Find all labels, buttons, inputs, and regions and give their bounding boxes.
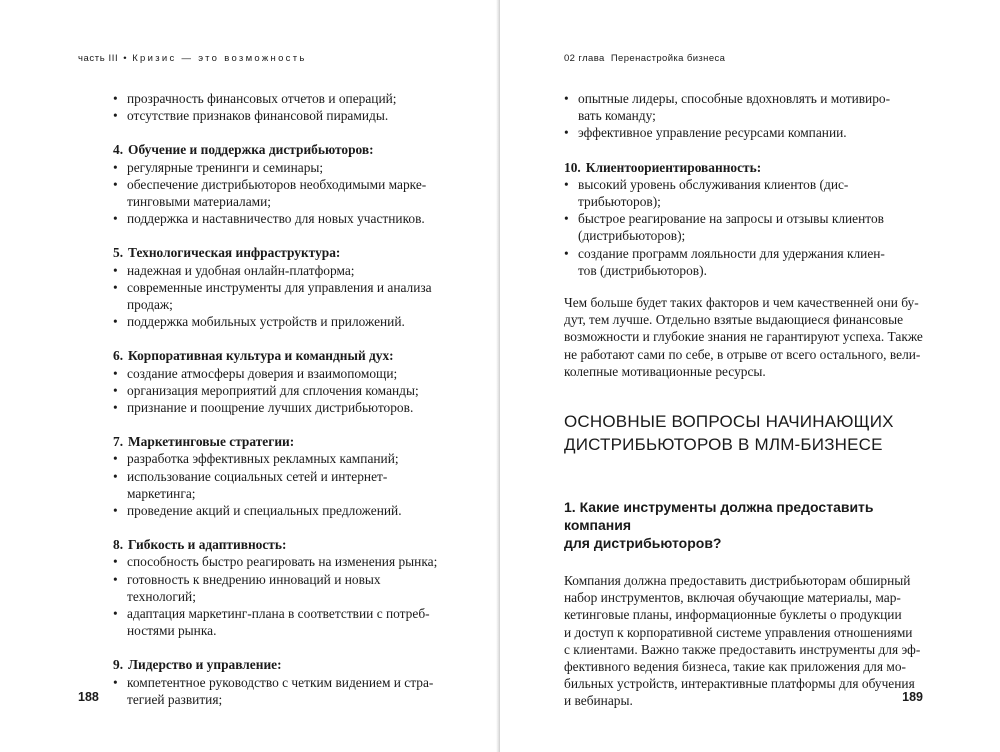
bullet-text: регулярные тренинги и семинары; bbox=[127, 159, 324, 175]
bullet-text: опытные лидеры, способные вдохновлять и мотивиро- вать команду; bbox=[578, 91, 891, 124]
bullet-dot: • bbox=[113, 451, 118, 467]
bullet-dot: • bbox=[564, 245, 569, 261]
bullet-dot: • bbox=[113, 108, 118, 124]
bullet-dot: • bbox=[564, 176, 569, 192]
bullet-dot: • bbox=[113, 314, 118, 330]
sections-list bbox=[113, 141, 443, 708]
bullet-item bbox=[564, 176, 926, 210]
bullet-text: отсутствие признаков финансовой пирамиды. bbox=[127, 108, 389, 124]
numbered-section bbox=[113, 536, 443, 639]
bullet-dot: • bbox=[564, 125, 569, 141]
section-title bbox=[564, 159, 926, 176]
bullet-text: использование социальных сетей и интернет- маркетинга; bbox=[127, 468, 388, 501]
section-title bbox=[113, 536, 443, 553]
numbered-section bbox=[113, 656, 443, 708]
page-number-right: 189 bbox=[902, 690, 923, 704]
section-title-text: Корпоративная культура и командный дух: bbox=[128, 348, 394, 364]
bullet-dot: • bbox=[113, 674, 118, 690]
section-title bbox=[113, 433, 443, 450]
section-title bbox=[113, 244, 443, 261]
top-list bbox=[113, 90, 443, 124]
section-number: 7. bbox=[113, 434, 124, 450]
bullet-text: способность быстро реагировать на изменения рынка; bbox=[127, 554, 438, 570]
bullet-text: прозрачность финансовых отчетов и операций; bbox=[127, 91, 397, 106]
bullet-item bbox=[113, 553, 443, 570]
bullet-item bbox=[113, 279, 443, 313]
bullet-text: создание программ лояльности для удержания клиен- тов (дистрибьюторов). bbox=[578, 245, 885, 278]
header-part: часть III bbox=[78, 53, 119, 64]
header-bullet: • bbox=[123, 53, 128, 64]
bullet-text: поддержка и наставничество для новых участников. bbox=[127, 211, 425, 227]
bullet-item bbox=[113, 210, 443, 227]
bullet-text: создание атмосферы доверия и взаимопомощи; bbox=[127, 365, 398, 381]
section-title bbox=[113, 141, 443, 158]
bullet-dot: • bbox=[113, 606, 118, 622]
bullet-item bbox=[113, 399, 443, 416]
numbered-section bbox=[113, 141, 443, 227]
answer-paragraph: Компания должна предоставить дистрибьюторам обширный набор инструментов, включая обучающие материалы, мар- кетинговые планы, информационные буклеты о продукции и доступ к корпоративной системе управления отношениями с клиентами. Важно также предоставить инструменты для эф- фективного ведения бизнеса, такие как приложения для мо- бильных устройств, интерактивные платформы для обучения и вебинары. bbox=[564, 573, 921, 709]
numbered-section bbox=[113, 244, 443, 330]
bullet-dot: • bbox=[113, 159, 118, 175]
header-chapter: 02 глава bbox=[564, 53, 605, 64]
bullet-item bbox=[564, 210, 926, 244]
bullet-dot: • bbox=[564, 91, 569, 106]
bullet-dot: • bbox=[113, 400, 118, 416]
bullet-text: обеспечение дистрибьюторов необходимыми марке- тинговыми материалами; bbox=[127, 176, 427, 210]
bullet-dot: • bbox=[113, 91, 118, 106]
bullet-text: адаптация маркетинг-плана в соответствии с потреб- ностями рынка. bbox=[127, 606, 430, 639]
section-number: 10. bbox=[564, 159, 581, 175]
bullet-dot: • bbox=[113, 503, 118, 519]
bullet-text: компетентное руководство с четким видением и стра- тегией развития; bbox=[127, 674, 434, 707]
bullet-item bbox=[113, 571, 443, 605]
section-title-text: Гибкость и адаптивность: bbox=[128, 537, 287, 553]
page-number-left: 188 bbox=[78, 690, 99, 704]
header-title: Кризис — это возможность bbox=[132, 53, 307, 64]
bullet-text: эффективное управление ресурсами компании. bbox=[578, 125, 847, 141]
section-title-text: Клиентоориентированность: bbox=[585, 159, 762, 175]
bullet-item bbox=[113, 313, 443, 330]
bullet-text: проведение акций и специальных предложений. bbox=[127, 503, 402, 519]
bullet-text: разработка эффективных рекламных кампаний; bbox=[127, 451, 399, 467]
body-paragraph: Чем больше будет таких факторов и чем качественней они бу- дут, тем лучше. Отдельно взятые выдающиеся финансовые возможности и глубокие знания не гарантируют успеха. Также не работают сами по себе, в отрыве от всего остального, вели- колепные мотивационные ресурсы. bbox=[564, 295, 923, 379]
bullet-dot: • bbox=[113, 554, 118, 570]
bullet-item bbox=[113, 674, 443, 708]
running-header-right bbox=[564, 53, 725, 64]
bullet-text: надежная и удобная онлайн-платформа; bbox=[127, 262, 355, 278]
bullet-dot: • bbox=[113, 468, 118, 484]
top-list bbox=[564, 90, 926, 142]
bullet-dot: • bbox=[113, 176, 118, 192]
bullet-item bbox=[564, 90, 926, 124]
left-page-content bbox=[113, 90, 443, 708]
bullet-dot: • bbox=[113, 382, 118, 398]
section-title bbox=[113, 656, 443, 673]
section-10 bbox=[564, 159, 926, 279]
bullet-dot: • bbox=[113, 365, 118, 381]
bullet-dot: • bbox=[113, 279, 118, 295]
section-number: 5. bbox=[113, 245, 124, 261]
right-page bbox=[500, 0, 1000, 752]
bullet-text: признание и поощрение лучших дистрибьюторов. bbox=[127, 400, 414, 416]
bullet-item bbox=[113, 90, 443, 107]
question-heading: 1. Какие инструменты должна предоставить компания для дистрибьюторов? bbox=[564, 499, 874, 552]
bullet-text: современные инструменты для управления и анализа продаж; bbox=[127, 279, 432, 313]
bullet-item bbox=[113, 365, 443, 382]
bullet-item bbox=[564, 124, 926, 141]
bullet-text: поддержка мобильных устройств и приложений. bbox=[127, 314, 405, 330]
section-number: 8. bbox=[113, 537, 124, 553]
bullet-text: быстрое реагирование на запросы и отзывы клиентов (дистрибьюторов); bbox=[578, 211, 884, 244]
bullet-dot: • bbox=[113, 211, 118, 227]
bullet-item bbox=[113, 605, 443, 639]
bullet-item bbox=[113, 262, 443, 279]
running-header-left bbox=[78, 53, 307, 64]
section-heading: ОСНОВНЫЕ ВОПРОСЫ НАЧИНАЮЩИХ ДИСТРИБЬЮТОРОВ В МЛМ-БИЗНЕСЕ bbox=[564, 412, 894, 455]
section-number: 4. bbox=[113, 142, 124, 158]
bullet-item bbox=[113, 176, 443, 210]
numbered-section bbox=[113, 347, 443, 416]
right-page-content bbox=[564, 90, 926, 710]
section-number: 6. bbox=[113, 348, 124, 364]
bullet-item bbox=[113, 107, 443, 124]
bullet-item bbox=[564, 245, 926, 279]
bullet-item bbox=[113, 382, 443, 399]
numbered-section bbox=[113, 433, 443, 519]
bullet-item bbox=[113, 159, 443, 176]
section-title-text: Технологическая инфраструктура: bbox=[128, 245, 341, 261]
section-title-text: Обучение и поддержка дистрибьюторов: bbox=[128, 142, 374, 158]
bullet-item bbox=[113, 450, 443, 467]
numbered-section bbox=[564, 159, 926, 279]
bullet-item bbox=[113, 502, 443, 519]
header-title: Перенастройка бизнеса bbox=[610, 53, 726, 64]
bullet-text: готовность к внедрению инноваций и новых технологий; bbox=[127, 571, 381, 604]
section-number: 9. bbox=[113, 657, 124, 673]
section-title-text: Маркетинговые стратегии: bbox=[128, 434, 295, 450]
bullet-text: высокий уровень обслуживания клиентов (дис- трибьюторов); bbox=[578, 176, 849, 210]
section-title bbox=[113, 347, 443, 364]
bullet-item bbox=[113, 468, 443, 502]
bullet-dot: • bbox=[113, 571, 118, 587]
bullet-text: организация мероприятий для сплочения команды; bbox=[127, 382, 419, 398]
bullet-dot: • bbox=[564, 211, 569, 227]
bullet-dot: • bbox=[113, 262, 118, 278]
section-title-text: Лидерство и управление: bbox=[128, 657, 282, 673]
